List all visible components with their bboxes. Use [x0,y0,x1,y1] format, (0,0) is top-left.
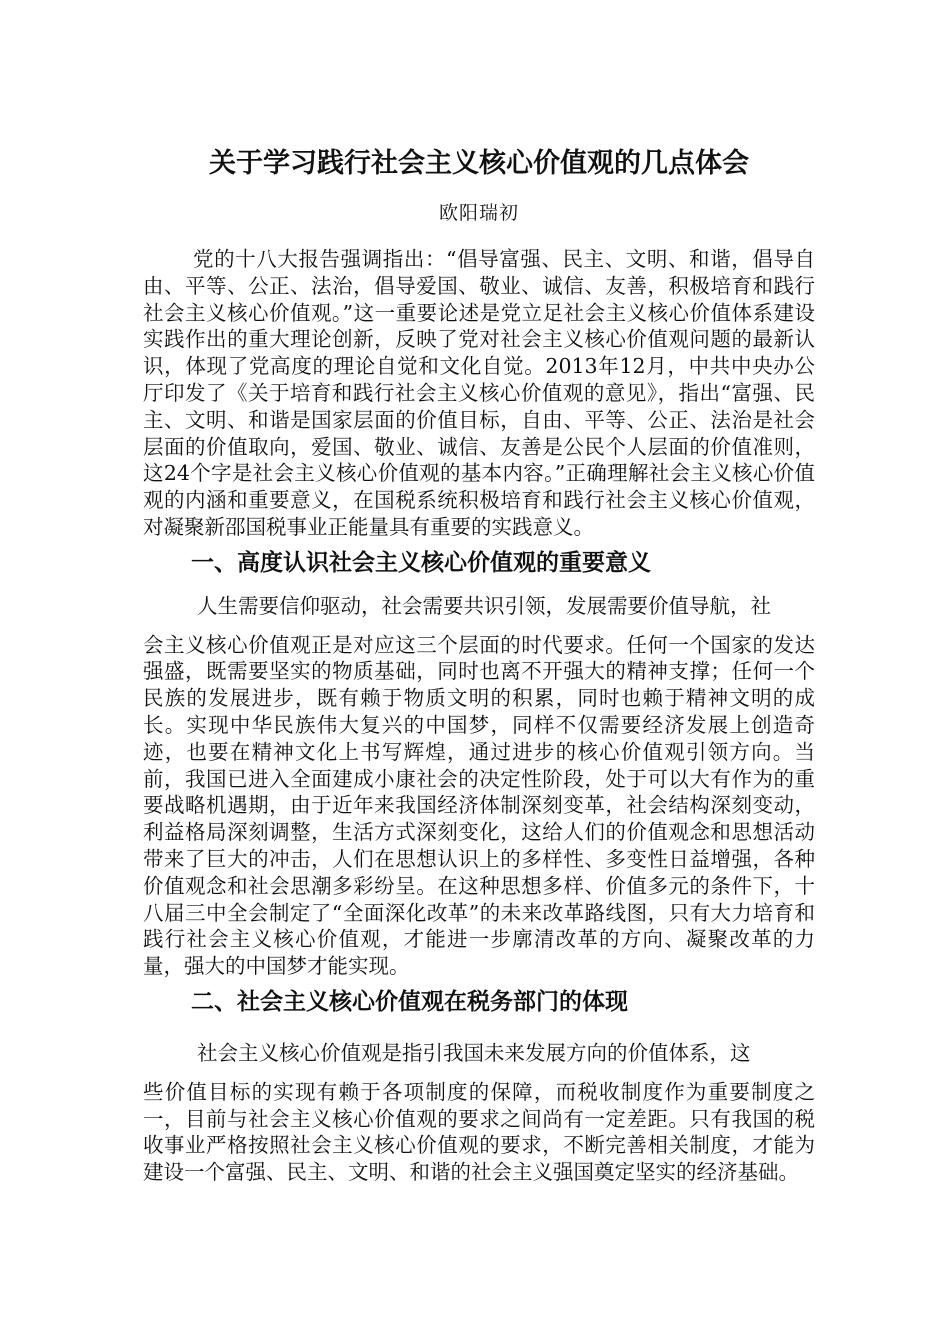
document-title: 关于学习践行社会主义核心价值观的几点体会 [209,148,749,179]
intro-paragraph: 党的十八大报告强调指出：“倡导富强、民主、文明、和谐，倡导自由、平等、公正、法治，倡导爱国、敬业、诚信、友善，积极培育和践行社会主义核心价值观。”这一重要论述是党立足社会主义核心价值体系建设实践作出的重大理论创新，反映了党对社会主义核心价值观问题的最新认识，体现了党高度的理论自觉和文化自觉。2013年12月，中共中央办公厅印发了《关于培育和践行社会主义核心价值观的意见》，指出“富强、民主、文明、和谐是国家层面的价值目标，自由、平等、公正、法治是社会层面的价值取向，爱国、敬业、诚信、友善是公民个人层面的价值准则，这24个字是社会主义核心价值观的基本内容。”正确理解社会主义核心价值观的内涵和重要意义，在国税系统积极培育和践行社会主义核心价值观，对凝聚新邵国税事业正能量具有重要的实践意义。 [143,247,815,539]
section-1-body [143,593,815,980]
section-1-gap [143,620,815,632]
section-2-heading: 二、社会主义核心价值观在税务部门的体现 [191,988,628,1015]
document-author: 欧阳瑞初 [438,202,519,224]
section-2-body [143,1040,815,1186]
section-2-paragraph: 些价值目标的实现有赖于各项制度的保障，而税收制度作为重要制度之一，目前与社会主义核心价值观的要求之间尚有一定差距。只有我国的税收事业严格按照社会主义核心价值观的要求，不断完善相关制度，才能为建设一个富强、民主、文明、和谐的社会主义强国奠定坚实的经济基础。 [143,1079,815,1185]
section-1-heading: 一、高度认识社会主义核心价值观的重要意义 [191,549,651,576]
section-1-paragraph: 会主义核心价值观正是对应这三个层面的时代要求。任何一个国家的发达强盛，既需要坚实的物质基础，同时也离不开强大的精神支撑；任何一个民族的发展进步，既有赖于物质文明的积累，同时也赖于精神文明的成长。实现中华民族伟大复兴的中国梦，同样不仅需要经济发展上创造奇迹，也要在精神文化上书写辉煌，通过进步的核心价值观引领方向。当前，我国已进入全面建成小康社会的决定性阶段，处于可以大有作为的重要战略机遇期，由于近年来我国经济体制深刻变革，社会结构深刻变动，利益格局深刻调整，生活方式深刻变化，这给人们的价值观念和思想活动带来了巨大的冲击，人们在思想认识上的多样性、多变性日益增强，各种价值观念和社会思潮多彩纷呈。在这种思想多样、价值多元的条件下，十八届三中全会制定了“全面深化改革”的未来改革路线图，只有大力培育和践行社会主义核心价值观，才能进一步廓清改革的方向、凝聚改革的力量，强大的中国梦才能实现。 [143,632,815,979]
section-2-lead-line: 社会主义核心价值观是指引我国未来发展方向的价值体系，这 [197,1040,751,1065]
section-1-lead-line: 人生需要信仰驱动，社会需要共识引领，发展需要价值导航，社 [197,593,771,618]
document-page [143,130,815,1186]
section-2-gap [143,1067,815,1079]
